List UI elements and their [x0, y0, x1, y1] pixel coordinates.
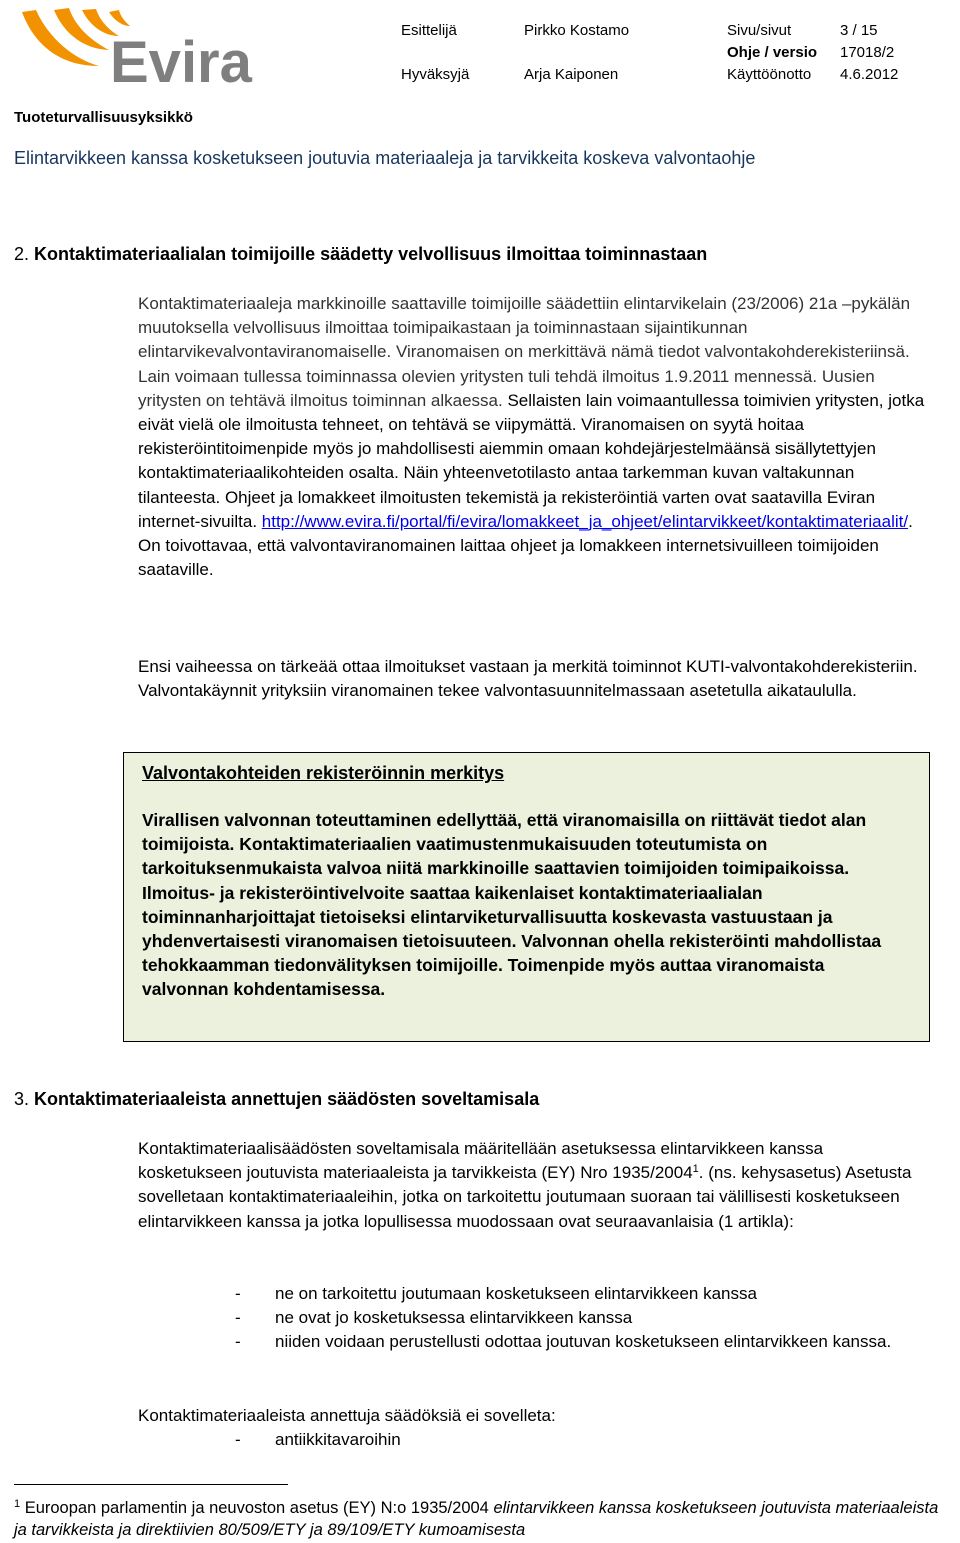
- section-2-paragraph-1: [138, 292, 938, 582]
- evira-logo: [14, 4, 314, 92]
- section-3-paragraph-1: [138, 1137, 928, 1234]
- section-2-paragraph-2: Ensi vaiheessa on tärkeää ottaa ilmoitukset vastaan ja merkitä toiminnot KUTI-valvontakohderekisteriin. Valvontakäynnit yrityksiin viranomainen tekee valvontasuunnitelmassaan asetetulla aikataululla.: [138, 657, 918, 701]
- list-item: [235, 1282, 935, 1306]
- section-2-paragraph-1-tail: . On toivottavaa, että valvontaviranomainen laittaa ohjeet ja lomakkeen internetsivuilleen toimijoiden saataville.: [138, 511, 913, 580]
- evira-forms-link[interactable]: http://www.evira.fi/portal/fi/evira/lomakkeet_ja_ohjeet/elintarvikkeet/kontaktimateriaalit/: [261, 511, 909, 531]
- registration-significance-box: [123, 752, 930, 1042]
- section-3-paragraph-1-a: Kontaktimateriaalisäädösten soveltamisala määritellään asetuksessa elintarvikkeen kanssa kosketukseen joutuvista materiaaleista ja tarvikkeista (EY) Nro 1935/2004: [138, 1139, 824, 1183]
- header-effective-date: 4.6.2012: [840, 66, 899, 83]
- header-version-value: 17018/2: [840, 44, 895, 61]
- list-item-text: niiden voidaan perustellusti odottaa joutuvan kosketukseen elintarvikkeen kanssa.: [275, 1332, 892, 1352]
- header-approver-name: Arja Kaiponen: [524, 66, 619, 83]
- section-2-heading: [14, 244, 707, 265]
- scope-list: [235, 1282, 935, 1355]
- list-item-text: antiikkitavaroihin: [275, 1430, 401, 1449]
- footnote-reference[interactable]: 1: [692, 1163, 699, 1176]
- list-dash: -: [235, 1284, 241, 1303]
- unit-name: Tuoteturvallisuusyksikkö: [14, 109, 193, 126]
- section-3-heading: [14, 1089, 539, 1110]
- header-label-approver: Hyväksyjä: [401, 66, 470, 83]
- section-3-number: 3.: [14, 1089, 30, 1109]
- header-label-pages: Sivu/sivut: [727, 22, 792, 39]
- footnote: [14, 1497, 944, 1541]
- list-item-text: ne ovat jo kosketuksessa elintarvikkeen kanssa: [275, 1308, 633, 1328]
- section-2-title: Kontaktimateriaalialan toimijoille säädetty velvollisuus ilmoittaa toiminnastaan: [34, 244, 708, 264]
- footnote-mark: 1: [14, 1498, 21, 1510]
- section-2-paragraph-1-intro: Kontaktimateriaaleja markkinoille saattaville toimijoille säädettiin elintarvikelain (23/2006) 21a –pykälän muutoksella velvollisuus ilmoittaa toimipaikastaan ja toiminnastaan sijaintikunnan elintarvikevalvontaviranomaiselle. Viranomaisen on merkittävä nämä tiedot valvontakohderekisteriinsä. Lain voimaan tullessa toiminnassa olevien yritysten tuli tehdä ilmoitus 1.9.2011 mennessä. Uusien yritysten on tehtävä ilmoitus toiminnan alkaessa.: [138, 294, 911, 410]
- section-3-title: Kontaktimateriaaleista annettujen säädösten soveltamisala: [34, 1089, 540, 1109]
- logo-wordmark: Evira: [110, 30, 252, 92]
- document-title: Elintarvikkeen kanssa kosketukseen joutuvia materiaaleja ja tarvikkeita koskeva valvontaohje: [14, 148, 756, 168]
- list-item-text: ne on tarkoitettu joutumaan kosketukseen elintarvikkeen kanssa: [275, 1284, 757, 1303]
- header-label-effective: Käyttöönotto: [727, 66, 812, 83]
- section-2-number: 2.: [14, 244, 30, 264]
- section-3-paragraph-2: Kontaktimateriaaleista annettuja säädöksiä ei sovelleta:: [138, 1406, 556, 1425]
- header-pages-value: 3 / 15: [840, 22, 878, 39]
- header-label-version: Ohje / versio: [727, 44, 818, 61]
- list-dash: -: [235, 1430, 241, 1449]
- section-2-paragraph-1-body: Sellaisten lain voimaantullessa toimivien yritysten, jotka eivät vielä ole ilmoitusta tehneet, on tehtävä se viipymättä. Viranomaisen on syytä hoitaa rekisteröintitoimenpide myös jo mahdollisesti aiemmin omaan kohdejärjestelmäänsä sisällytettyjen kontaktimateriaalikohteiden osalta. Näin yhteenvetotilasto antaa tarkemman kuvan valtakunnan tilanteesta. Ohjeet ja lomakkeet ilmoitusten tekemistä ja rekisteröintiä varten ovat saatavilla Eviran internet-sivuilta.: [138, 390, 925, 531]
- list-item: [235, 1330, 935, 1354]
- list-item: [235, 1428, 935, 1452]
- header-label-presenter: Esittelijä: [401, 22, 457, 39]
- box-body: Virallisen valvonnan toteuttaminen edellyttää, että viranomaisilla on riittävät tiedot alan toimijoista. Kontaktimateriaalien vaatimustenmukaisuuden toteutumista on tarkoituksenmukaista valvoa niitä markkinoille saattavien toimijoiden toimipaikoissa. Ilmoitus- ja rekisteröintivelvoite saattaa kaikenlaiset kontaktimateriaalialan toiminnanharjoittajat tietoiseksi elintarviketurvallisuutta koskevasta vastuustaan ja yhdenvertaisesti viranomaisen tietoisuuteen. Valvonnan ohella rekisteröinti mahdollistaa tehokkaamman tiedonvälityksen toimijoille. Toimenpide myös auttaa viranomaista valvonnan kohdentamisessa.: [142, 810, 882, 1000]
- list-dash: -: [235, 1332, 241, 1352]
- footnote-regulation-title: elintarvikkeen kanssa kosketukseen joutuvista materiaaleista ja tarvikkeista ja direktiivien 80/509/ETY ja 89/109/ETY kumoamisesta: [14, 1499, 939, 1539]
- footnote-text: Euroopan parlamentin ja neuvoston asetus (EY) N:o 1935/2004: [20, 1499, 494, 1517]
- list-dash: -: [235, 1308, 241, 1328]
- footnote-separator: [14, 1484, 288, 1485]
- box-title: Valvontakohteiden rekisteröinnin merkitys: [142, 763, 505, 783]
- exclusion-list: [235, 1428, 935, 1452]
- header-presenter-name: Pirkko Kostamo: [524, 22, 630, 39]
- section-3-paragraph-1-b: . (ns. kehysasetus) Asetusta sovelletaan kontaktimateriaaleihin, jotka on tarkoitettu joutumaan suoraan tai välillisesti kosketukseen elintarvikkeen kanssa ja jotka lopullisessa muodossaan ovat seuraavanlaisia (1 artikla):: [138, 1163, 912, 1231]
- list-item: [235, 1306, 935, 1330]
